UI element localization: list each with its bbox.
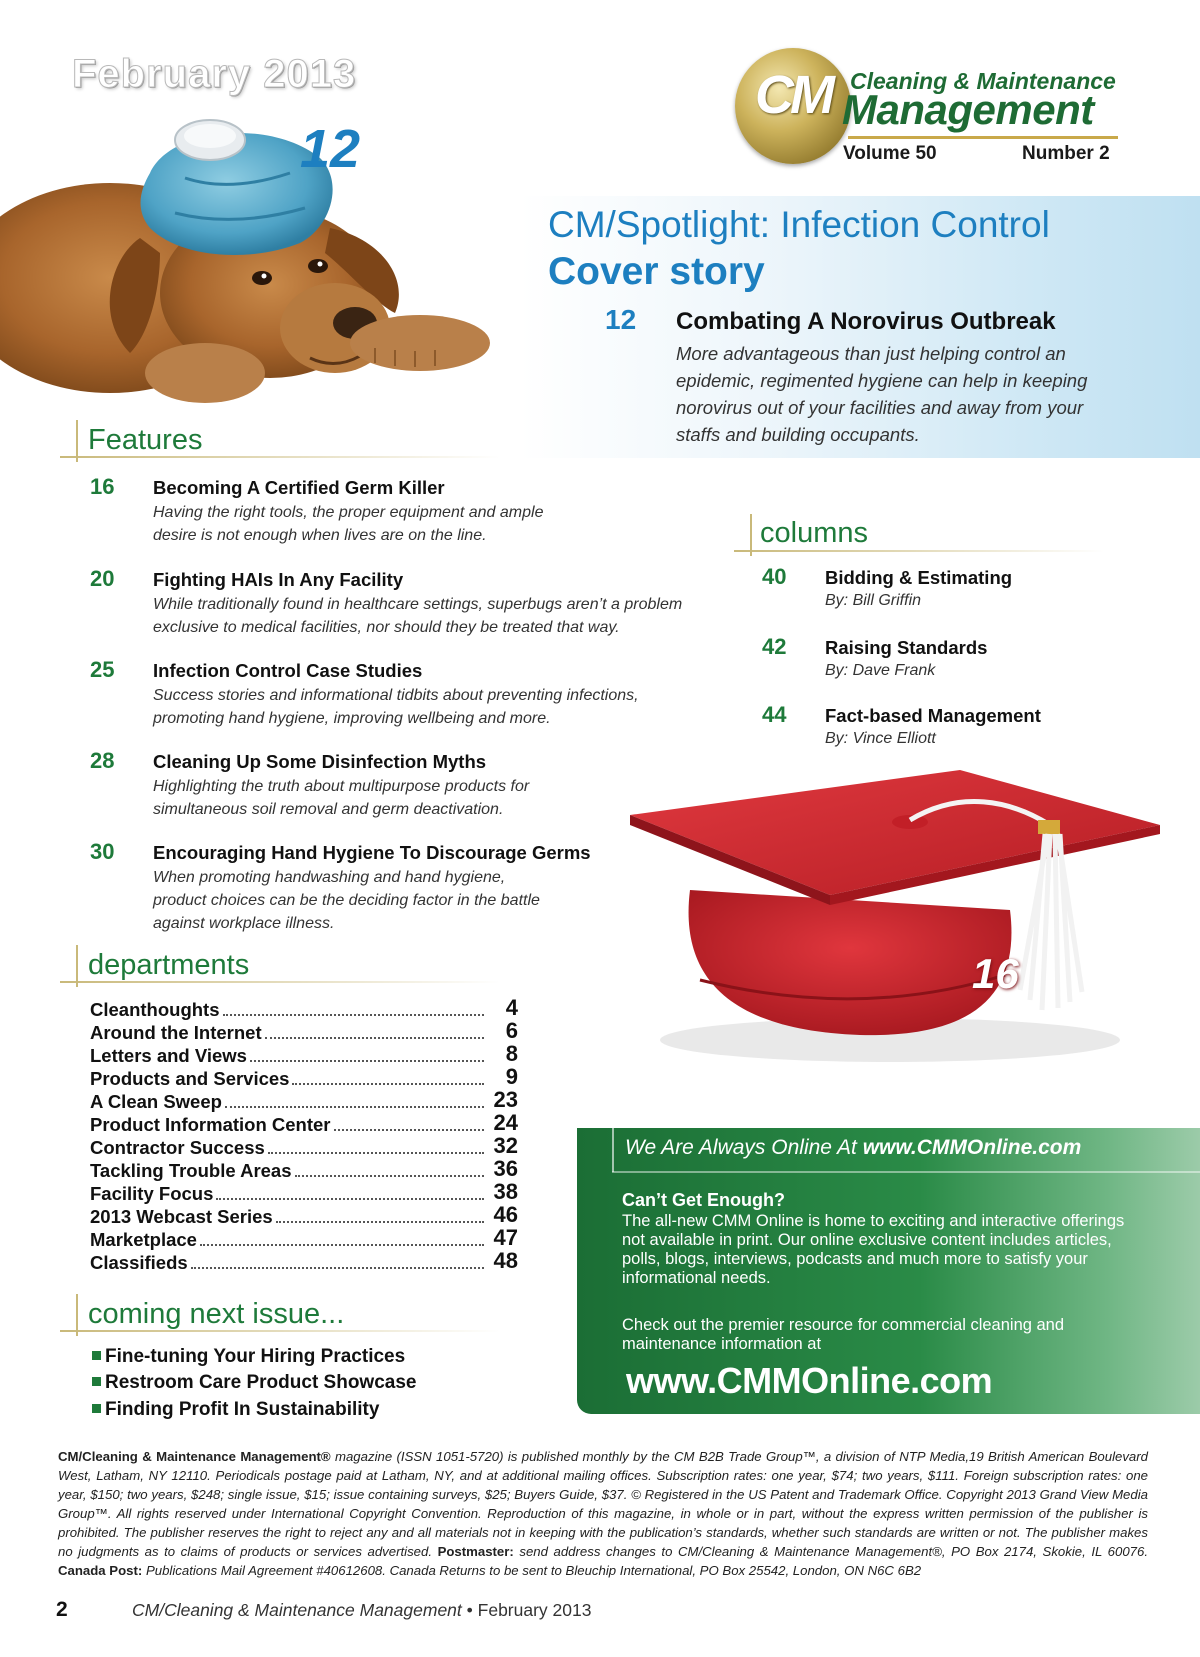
feature-description: Having the right tools, the proper equipment and ample desire is not enough when lives are on the line. bbox=[153, 504, 544, 544]
department-row[interactable] bbox=[90, 1018, 518, 1044]
cover-story-page: 12 bbox=[605, 304, 637, 335]
department-row[interactable] bbox=[90, 1041, 518, 1067]
online-rule-horizontal bbox=[612, 1171, 1200, 1173]
department-name: Facility Focus bbox=[90, 1183, 214, 1204]
leader-dots bbox=[295, 1174, 484, 1177]
department-name: Classifieds bbox=[90, 1252, 188, 1273]
cover-story-description: More advantageous than just helping control an epidemic, regimented hygiene can help in keeping norovirus out of your facilities and away from your staffs and building occupants. bbox=[676, 343, 1088, 445]
leader-dots bbox=[216, 1197, 484, 1200]
leader-dots bbox=[292, 1082, 484, 1085]
department-page: 9 bbox=[505, 1064, 518, 1089]
department-page: 38 bbox=[493, 1179, 518, 1204]
column-title[interactable]: Bidding & Estimating bbox=[825, 567, 1013, 588]
department-row[interactable] bbox=[90, 1202, 518, 1228]
footer-separator: • bbox=[466, 1600, 473, 1620]
column-byline: By: Dave Frank bbox=[825, 662, 936, 679]
department-name: Letters and Views bbox=[90, 1045, 247, 1066]
logo-line-1: Cleaning & Maintenance bbox=[850, 68, 1116, 94]
department-name: A Clean Sweep bbox=[90, 1091, 222, 1112]
feature-description: While traditionally found in healthcare settings, superbugs aren’t a problem exclusive to medical facilities, nor should they be treated that way. bbox=[153, 596, 683, 636]
columns-rule-horizontal bbox=[734, 550, 1104, 552]
department-page: 36 bbox=[493, 1156, 518, 1181]
column-page: 40 bbox=[762, 564, 787, 589]
legal-postmaster-label: Postmaster: bbox=[437, 1544, 514, 1559]
online-url-link[interactable]: www.CMMOnline.com bbox=[626, 1360, 993, 1401]
department-row[interactable] bbox=[90, 1179, 518, 1205]
column-title[interactable]: Raising Standards bbox=[825, 637, 988, 658]
coming-next-heading: coming next issue... bbox=[88, 1298, 345, 1330]
column-byline: By: Bill Griffin bbox=[825, 592, 922, 609]
square-bullet-icon bbox=[92, 1377, 101, 1386]
square-bullet-icon bbox=[92, 1404, 101, 1413]
department-row[interactable] bbox=[90, 1133, 518, 1159]
footer-running-title bbox=[132, 1600, 591, 1621]
leader-dots bbox=[225, 1105, 484, 1108]
feature-title[interactable]: Encouraging Hand Hygiene To Discourage Germs bbox=[153, 842, 591, 863]
department-name: Around the Internet bbox=[90, 1022, 262, 1043]
sick-dog-illustration bbox=[0, 118, 560, 418]
feature-page: 30 bbox=[90, 839, 115, 864]
department-page: 32 bbox=[493, 1133, 518, 1158]
department-page: 47 bbox=[493, 1225, 518, 1250]
hero-page-number: 12 bbox=[300, 119, 361, 179]
column-page: 44 bbox=[762, 702, 787, 727]
leader-dots bbox=[200, 1243, 484, 1246]
leader-dots bbox=[191, 1266, 484, 1269]
department-row[interactable] bbox=[90, 1110, 518, 1136]
spotlight-subtitle: Cover story bbox=[548, 250, 765, 293]
online-paragraph-1: The all-new CMM Online is home to exciting and interactive offerings not available in print. Our online exclusive content includes articles, polls, blogs, interviews, podcasts and much more to satisfy your informational needs. bbox=[622, 1212, 1125, 1287]
department-name: Tackling Trouble Areas bbox=[90, 1160, 292, 1181]
publication-legal-notice: CM/Cleaning & Maintenance Management® magazine (ISSN 1051-5720) is published monthly by the CM B2B Trade Group™, a division of NTP Media,19 British American Boulevard West, Latham, NY 12110. Periodicals postage paid at Latham, NY, and at additional mailing offices. Subscription rates: one year, $74; two years, $111. Foreign subscription rates: one year, $150; two years, $248; single issue, $15; issue containing surveys, $25; Buyers Guide, $37. © Registered in the US Patent and Trademark Office. Copyright 2013 Grand View Media Group™. All rights reserved under International Copyright Convention. Reproduction of this magazine, in whole or in part, without the express written permission of the publisher is prohibited. The publisher reserves the right to reject any and all materials not in keeping with the publication’s standards, whether such standards are written or not. The publisher makes no judgments as to claims of products or services advertised. Postmaster: send address changes to CM/Cleaning & Maintenance Management®, PO Box 2174, Skokie, IL 60076. Canada Post: Publications Mail Agreement #40612608. Canada Returns to be sent to Bleuchip International, PO Box 25542, London, ON N6C 6B2 bbox=[58, 1449, 1148, 1578]
department-row[interactable] bbox=[90, 995, 518, 1021]
logo-underline bbox=[848, 136, 1118, 139]
feature-page: 20 bbox=[90, 566, 115, 591]
feature-title[interactable]: Becoming A Certified Germ Killer bbox=[153, 477, 445, 498]
number-label: Number 2 bbox=[1022, 143, 1110, 164]
footer-issue: February 2013 bbox=[477, 1600, 592, 1620]
cover-story-title[interactable]: Combating A Norovirus Outbreak bbox=[676, 308, 1056, 335]
feature-description: When promoting handwashing and hand hygiene, product choices can be the deciding factor in the battle against workplace illness. bbox=[153, 869, 540, 932]
department-name: 2013 Webcast Series bbox=[90, 1206, 273, 1227]
cap-page-number: 16 bbox=[972, 950, 1019, 997]
feature-description: Success stories and informational tidbits about preventing infections, promoting hand hygiene, improving wellbeing and more. bbox=[153, 687, 639, 727]
issue-month: February 2013 bbox=[72, 52, 357, 96]
column-page: 42 bbox=[762, 634, 787, 659]
feature-page: 25 bbox=[90, 657, 115, 682]
feature-title[interactable]: Fighting HAIs In Any Facility bbox=[153, 569, 404, 590]
feature-page: 16 bbox=[90, 474, 115, 499]
online-heading: We Are Always Online At www.CMMOnline.com bbox=[625, 1136, 1082, 1159]
legal-publication-name: CM/Cleaning & Maintenance Management® bbox=[58, 1449, 331, 1464]
coming-next-item: Fine-tuning Your Hiring Practices bbox=[92, 1346, 405, 1368]
leader-dots bbox=[223, 1013, 485, 1016]
feature-title[interactable]: Infection Control Case Studies bbox=[153, 660, 423, 681]
department-page: 46 bbox=[493, 1202, 518, 1227]
leader-dots bbox=[265, 1036, 484, 1039]
departments-heading: departments bbox=[88, 949, 250, 981]
legal-canada-post-label: Canada Post: bbox=[58, 1563, 143, 1578]
features-heading: Features bbox=[88, 424, 203, 456]
department-name: Products and Services bbox=[90, 1068, 290, 1089]
department-page: 24 bbox=[493, 1110, 518, 1135]
department-row[interactable] bbox=[90, 1087, 518, 1113]
leader-dots bbox=[334, 1128, 484, 1131]
online-rule-vertical bbox=[612, 1128, 614, 1172]
department-name: Marketplace bbox=[90, 1229, 197, 1250]
department-page: 23 bbox=[493, 1087, 518, 1112]
department-page: 48 bbox=[493, 1248, 518, 1273]
footer-magazine-name: CM/Cleaning & Maintenance Management bbox=[132, 1600, 462, 1620]
spotlight-title: CM/Spotlight: Infection Control bbox=[548, 204, 1050, 245]
department-page: 8 bbox=[505, 1041, 518, 1066]
online-paragraph-2: Check out the premier resource for commercial cleaning and maintenance information at bbox=[622, 1316, 1065, 1353]
volume-label: Volume 50 bbox=[843, 143, 937, 164]
department-row[interactable] bbox=[90, 1156, 518, 1182]
feature-title[interactable]: Cleaning Up Some Disinfection Myths bbox=[153, 751, 487, 772]
department-page: 4 bbox=[505, 995, 518, 1020]
department-name: Contractor Success bbox=[90, 1137, 265, 1158]
columns-heading: columns bbox=[760, 517, 868, 549]
coming-next-item: Finding Profit In Sustainability bbox=[92, 1399, 379, 1421]
logo-line-2: Management bbox=[842, 86, 1094, 133]
department-row[interactable] bbox=[90, 1248, 518, 1274]
square-bullet-icon bbox=[92, 1351, 101, 1360]
department-name: Product Information Center bbox=[90, 1114, 331, 1135]
leader-dots bbox=[250, 1059, 484, 1062]
column-byline: By: Vince Elliott bbox=[825, 730, 936, 747]
coming-next-item: Restroom Care Product Showcase bbox=[92, 1372, 416, 1394]
footer-page-number: 2 bbox=[56, 1598, 68, 1621]
department-row[interactable] bbox=[90, 1225, 518, 1251]
feature-page: 28 bbox=[90, 748, 115, 773]
feature-description: Highlighting the truth about multipurpose products for simultaneous soil removal and germ deactivation. bbox=[153, 778, 530, 818]
department-page: 6 bbox=[505, 1018, 518, 1043]
department-name: Cleanthoughts bbox=[90, 999, 220, 1020]
online-heading-link[interactable]: www.CMMOnline.com bbox=[862, 1136, 1082, 1159]
online-cant-get-enough: Can’t Get Enough? bbox=[622, 1190, 785, 1210]
leader-dots bbox=[268, 1151, 484, 1154]
graduation-cap-illustration bbox=[630, 770, 1170, 1070]
cmm-logo-mark: CM bbox=[755, 65, 831, 125]
leader-dots bbox=[276, 1220, 484, 1223]
department-row[interactable] bbox=[90, 1064, 518, 1090]
column-title[interactable]: Fact-based Management bbox=[825, 705, 1041, 726]
